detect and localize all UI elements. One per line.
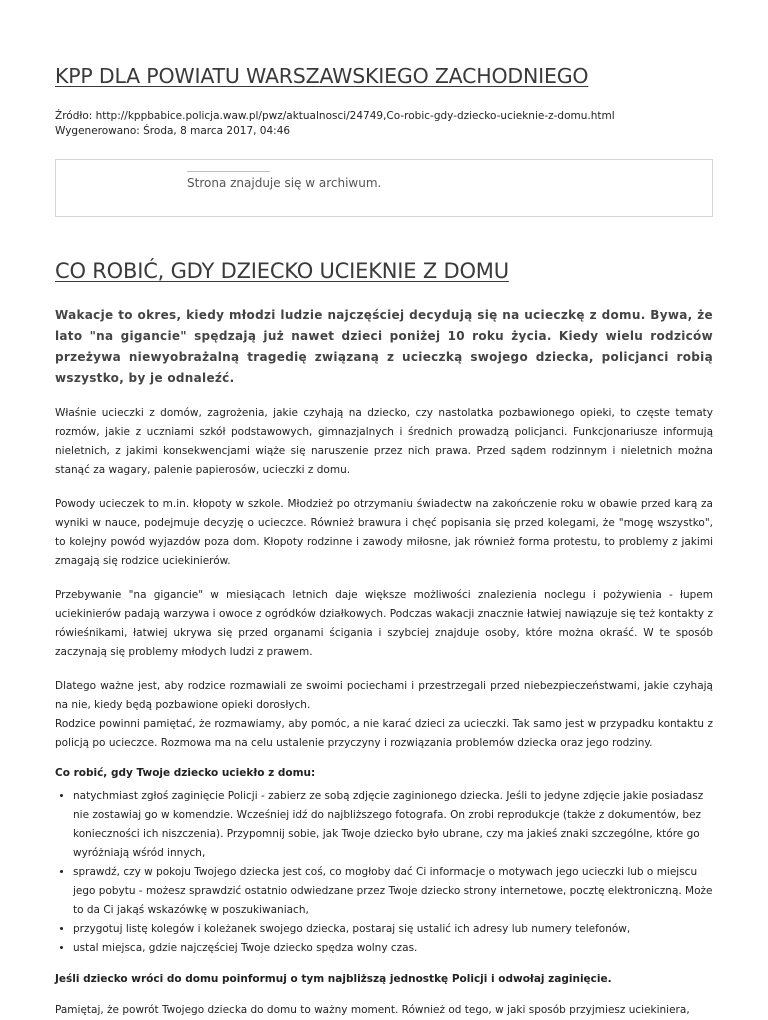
archive-notice: Strona znajduje się w archiwum. xyxy=(187,176,382,190)
document-meta xyxy=(55,109,713,139)
paragraph-1: Właśnie ucieczki z domów, zagrożenia, jakie czyhają na dziecko, czy nastolatka pozbawionego opieki, to częste tematy rozmów, jakie z uczniami szkół podstawowych, gimnazjalnych i średnich prowadzą policjanci. Funkcjonariusze informują nieletnich, z jakimi konsekwencjami wiąże się naruszenie przez nich prawa. Przed sądem rodzinnym i nieletnich można stanąć za wagary, palenie papierosów, ucieczki z domu. xyxy=(55,407,713,476)
section-subhead: Co robić, gdy Twoje dziecko uciekło z domu: xyxy=(55,767,316,779)
list-item: • natychmiast zgłoś zaginięcie Policji - zabierz ze sobą zdjęcie zaginionego dziecka. Jeśli to jedyne zdjęcie jakie posiadasz nie zostawiaj go w komendzie. Wcześniej idź do najbliższego fotografa. On zrobi reprodukcje (także z dokumentów, bez konieczności ich niszczenia). Przypomnij sobie, jak Twoje dziecko było ubrane, czy ma jakieś znaki szczególne, które go wyróżniają wśród innych, xyxy=(73,787,713,863)
archive-notice-box xyxy=(55,159,713,217)
list-item: • sprawdź, czy w pokoju Twojego dziecka jest coś, co mogłoby dać Ci informacje o motywach jego ucieczki lub o miejscu jego pobytu - możesz sprawdzić ostatnio odwiedzane przez Twoje dziecko strony internetowe, pocztę elektroniczną. Może to da Ci jakąś wskazówkę w poszukiwaniach, xyxy=(73,863,713,920)
bold-note: Jeśli dziecko wróci do domu poinformuj o tym najbliższą jednostkę Policji i odwołaj zaginięcie. xyxy=(55,973,612,985)
generated-line: Wygenerowano: Środa, 8 marca 2017, 04:46 xyxy=(55,125,291,137)
paragraph-4b: Rodzice powinni pamiętać, że rozmawiamy, aby pomóc, a nie karać dzieci za ucieczki. Tak samo jest w przypadku kontaktu z policją po ucieczce. Rozmowa ma na celu ustalenie przyczyny i rozwiązania problemów dziecka oraz jego rodziny. xyxy=(55,718,713,749)
paragraph-4a: Dlatego ważne jest, aby rodzice rozmawiali ze swoimi pociechami i przestrzegali przed niebezpieczeństwami, jakie czyhają na nie, kiedy będą pozbawione opieki dorosłych. xyxy=(55,680,713,711)
source-line: Źródło: http://kppbabice.policja.waw.pl/pwz/aktualnosci/24749,Co-robic-gdy-dziecko-ucieknie-z-domu.html xyxy=(55,110,615,122)
archive-divider xyxy=(187,171,270,172)
org-title: KPP DLA POWIATU WARSZAWSKIEGO ZACHODNIEGO xyxy=(55,64,589,88)
list-item: • ustal miejsca, gdzie najczęściej Twoje dziecko spędza wolny czas. xyxy=(73,939,713,958)
paragraph-3: Przebywanie "na gigancie" w miesiącach letnich daje większe możliwości znalezienia noclegu i pożywienia - łupem uciekinierów padają warzywa i owoce z ogródków działkowych. Podczas wakacji znacznie łatwiej nawiązuje się też kontakty z rówieśnikami, łatwiej ukrywa się przed organami ścigania i szybciej znajduje osoby, które można okraść. W te sposób zaczynają się problemy młodych ludzi z prawem. xyxy=(55,589,713,658)
list-item: • przygotuj listę kolegów i koleżanek swojego dziecka, postaraj się ustalić ich adresy lub numery telefonów, xyxy=(73,920,713,939)
final-paragraph: Pamiętaj, że powrót Twojego dziecka do domu to ważny moment. Również od tego, w jaki sposób przyjmiesz uciekiniera, xyxy=(55,1004,690,1016)
article-lead: Wakacje to okres, kiedy młodzi ludzie najczęściej decydują się na ucieczkę z domu. Bywa, że lato "na gigancie" spędzają już nawet dzieci poniżej 10 roku życia. Kiedy wielu rodziców przeżywa niewyobrażalną tragedię związaną z ucieczką swojego dziecka, policjanci robią wszystko, by je odnaleźć. xyxy=(55,308,713,385)
paragraph-4 xyxy=(55,677,713,753)
article-title: CO ROBIĆ, GDY DZIECKO UCIEKNIE Z DOMU xyxy=(55,259,509,283)
advice-list xyxy=(55,787,713,958)
paragraph-2: Powody ucieczek to m.in. kłopoty w szkole. Młodzież po otrzymaniu świadectw na zakończenie roku w obawie przed karą za wyniki w nauce, podejmuje decyzję o ucieczce. Również brawura i chęć popisania się przed kolegami, że "mogę wszystko", to kolejny powód wyjazdów poza dom. Kłopoty rodzinne i zawody miłosne, jak również forma protestu, to problemy z jakimi zmagają się rodzice uciekinierów. xyxy=(55,498,713,567)
